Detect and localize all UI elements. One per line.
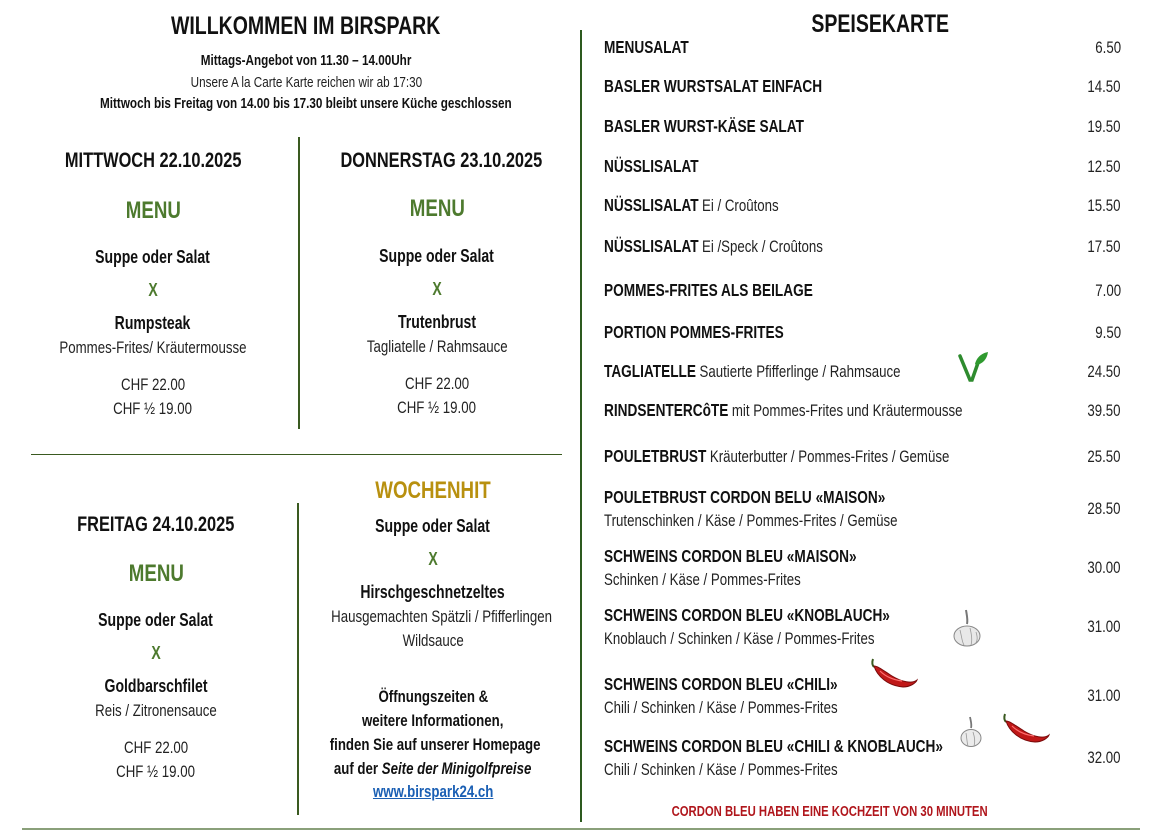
menu-item — [604, 446, 1124, 467]
lunch-hours: Mittags-Angebot von 11.30 – 14.00Uhr — [200, 52, 412, 69]
item-name: PORTION POMMES-FRITES — [604, 322, 784, 342]
menu-item — [604, 400, 1124, 421]
chili-icon — [868, 658, 920, 694]
divider-horizontal — [31, 454, 562, 455]
item-price: 7.00 — [1095, 281, 1121, 300]
course-separator: X — [428, 549, 438, 569]
item-description: Chili / Schinken / Käse / Pommes-Frites — [604, 760, 838, 779]
side-dish-sauce: Wildsauce — [402, 631, 464, 650]
wochenhit-label: WOCHENHIT — [375, 477, 491, 504]
item-description: Ei / Croûtons — [702, 196, 779, 215]
divider-vertical — [297, 503, 299, 815]
item-name: TAGLIATELLE — [604, 361, 697, 381]
item-description: mit Pommes-Frites und Kräutermousse — [731, 401, 963, 420]
menu-label: MENU — [409, 195, 465, 222]
item-description: Trutenschinken / Käse / Pommes-Frites / Gemüse — [604, 511, 898, 530]
item-name: NÜSSLISALAT — [604, 156, 699, 176]
item-description: Ei /Speck / Croûtons — [702, 237, 823, 256]
menu-item — [604, 195, 1124, 216]
item-price: 17.50 — [1087, 237, 1121, 256]
item-name: POULETBRUST CORDON BELU «MAISON» — [604, 487, 886, 507]
side-dish: Tagliatelle / Rahmsauce — [366, 337, 508, 356]
item-price: 30.00 — [1087, 558, 1121, 577]
garlic-icon — [958, 715, 986, 749]
garlic-icon — [950, 608, 986, 648]
menu-item — [604, 156, 1124, 177]
speisekarte-title: SPEISEKARTE — [811, 10, 949, 38]
page-title: WILLKOMMEN IM BIRSPARK — [171, 12, 441, 40]
item-price: 31.00 — [1087, 686, 1121, 705]
day-date: DONNERSTAG 23.10.2025 — [340, 149, 543, 172]
starter: Suppe oder Salat — [95, 247, 211, 267]
item-description: Sautierte Pfifferlinge / Rahmsauce — [699, 362, 901, 381]
divider-vertical-main — [580, 30, 582, 822]
cooking-time-note: CORDON BLEU HABEN EINE KOCHZEIT VON 30 MINUTEN — [671, 804, 989, 820]
starter: Suppe oder Salat — [375, 516, 491, 536]
item-price: 24.50 — [1087, 362, 1121, 381]
chili-icon — [1000, 713, 1052, 749]
menu-item — [604, 322, 1124, 343]
item-price: 32.00 — [1087, 748, 1121, 767]
divider-bottom — [22, 828, 1140, 830]
side-dish: Hausgemachten Spätzli / Pfifferlingen — [331, 607, 553, 626]
item-description: Chili / Schinken / Käse / Pommes-Frites — [604, 698, 838, 717]
course-separator: X — [151, 643, 161, 663]
menu-item — [604, 76, 1124, 97]
item-description: Kräuterbutter / Pommes-Frites / Gemüse — [709, 447, 950, 466]
item-price: 28.50 — [1087, 499, 1121, 518]
price-full: CHF 22.00 — [123, 738, 189, 757]
item-name: SCHWEINS CORDON BLEU «KNOBLAUCH» — [604, 605, 890, 625]
price-full: CHF 22.00 — [404, 374, 470, 393]
item-name: POMMES-FRITES ALS BEILAGE — [604, 280, 813, 300]
item-description: Knoblauch / Schinken / Käse / Pommes-Frites — [604, 629, 875, 648]
divider-vertical — [298, 137, 300, 429]
item-name: POULETBRUST — [604, 446, 707, 466]
course-separator: X — [148, 280, 158, 300]
main-dish: Rumpsteak — [115, 313, 191, 333]
menu-label: MENU — [125, 197, 181, 224]
menu-item — [604, 116, 1124, 137]
vegetarian-icon — [957, 350, 991, 384]
menu-item — [604, 674, 1124, 718]
homepage-link-wrap — [300, 782, 566, 802]
item-price: 14.50 — [1087, 77, 1121, 96]
menu-item — [604, 37, 1124, 58]
price-half: CHF ½ 19.00 — [113, 399, 193, 418]
price-half: CHF ½ 19.00 — [116, 762, 196, 781]
kitchen-closed-notice: Mittwoch bis Freitag von 14.00 bis 17.30 bleibt unsere Küche geschlossen — [100, 95, 512, 112]
menu-item — [604, 546, 1124, 590]
item-price: 12.50 — [1087, 157, 1121, 176]
main-dish: Hirschgeschnetzeltes — [360, 582, 506, 602]
menu-item — [604, 280, 1124, 301]
item-name: MENUSALAT — [604, 37, 689, 57]
price-half: CHF ½ 19.00 — [397, 398, 477, 417]
item-name: SCHWEINS CORDON BLEU «CHILI & KNOBLAUCH» — [604, 736, 943, 756]
menu-item — [604, 361, 1124, 382]
info-line: auf der Seite der Minigolfpreise — [334, 759, 532, 778]
item-name: BASLER WURST-KÄSE SALAT — [604, 116, 804, 136]
main-dish: Trutenbrust — [397, 312, 476, 332]
price-full: CHF 22.00 — [120, 375, 186, 394]
info-line: finden Sie auf unserer Homepage — [329, 735, 541, 754]
course-separator: X — [432, 279, 442, 299]
main-dish: Goldbarschfilet — [104, 676, 208, 696]
a-la-carte-notice: Unsere A la Carte Karte reichen wir ab 17:30 — [190, 74, 422, 91]
side-dish: Pommes-Frites/ Kräutermousse — [59, 338, 247, 357]
item-price: 39.50 — [1087, 401, 1121, 420]
item-price: 9.50 — [1095, 323, 1121, 342]
starter: Suppe oder Salat — [379, 246, 495, 266]
info-line: Öffnungszeiten & — [378, 687, 488, 706]
item-description: Schinken / Käse / Pommes-Frites — [604, 570, 801, 589]
menu-item — [604, 236, 1124, 257]
side-dish: Reis / Zitronensauce — [95, 701, 217, 720]
homepage-link[interactable]: www.birspark24.ch — [372, 782, 494, 801]
item-name: BASLER WURSTSALAT EINFACH — [604, 76, 823, 96]
starter: Suppe oder Salat — [98, 610, 214, 630]
item-price: 25.50 — [1087, 447, 1121, 466]
day-date: FREITAG 24.10.2025 — [77, 513, 235, 536]
menu-item — [604, 487, 1124, 531]
item-price: 19.50 — [1087, 117, 1121, 136]
item-name: RINDSENTERCôTE — [604, 400, 729, 420]
item-price: 31.00 — [1087, 617, 1121, 636]
day-date: MITTWOCH 22.10.2025 — [64, 149, 242, 172]
item-name: SCHWEINS CORDON BLEU «MAISON» — [604, 546, 857, 566]
item-price: 6.50 — [1095, 38, 1121, 57]
item-price: 15.50 — [1087, 196, 1121, 215]
menu-label: MENU — [128, 560, 184, 587]
item-name: SCHWEINS CORDON BLEU «CHILI» — [604, 674, 838, 694]
item-name: NÜSSLISALAT — [604, 195, 699, 215]
menu-item — [604, 605, 1124, 649]
item-name: NÜSSLISALAT — [604, 236, 699, 256]
info-line: weitere Informationen, — [362, 711, 504, 730]
